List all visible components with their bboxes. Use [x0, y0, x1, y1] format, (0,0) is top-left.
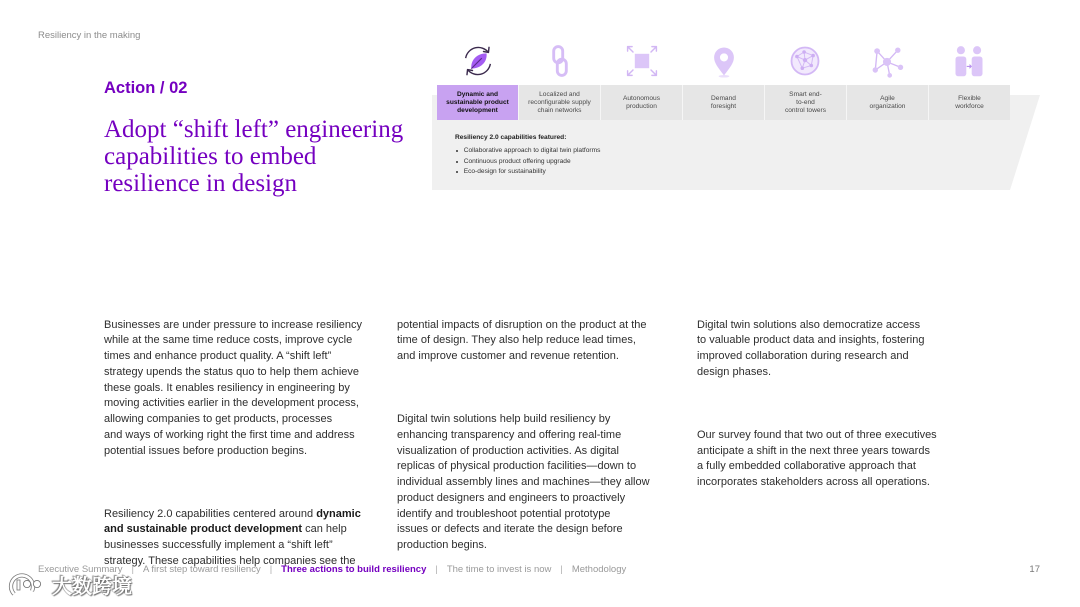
capability-label-control-towers: Smart end- to-end control towers	[764, 85, 846, 120]
footer-separator: |	[131, 564, 134, 575]
footer-link-executive-summary[interactable]: Executive Summary	[38, 564, 123, 575]
body-text: Resiliency 2.0 capabilities centered around	[104, 507, 317, 520]
body-paragraph: Businesses are under pressure to increase resiliency while at the same time reduce costs, improve cycle times and enhance product quality. A “shift left” strategy upends the status quo to help them achieve these goals. It enables resiliency in engineering by moving activities earlier in the development process, allowing companies to get products, processes and ways of working right the first time and address potential issues before production begins.	[104, 318, 363, 457]
action-label: Action / 02	[104, 79, 188, 97]
footer-separator: |	[269, 564, 273, 575]
footer-separator: |	[435, 564, 438, 575]
body-paragraph: Our survey found that two out of three executives anticipate a shift in the next three years towards a fully embedded collaborative approach that incorporates stakeholders across all operations.	[697, 428, 937, 488]
body-column-2	[397, 286, 650, 601]
page-title: Adopt “shift left” engineering capabilities to embed resilience in design	[104, 116, 404, 197]
featured-item	[455, 157, 600, 168]
watermark-text: 大数跨境	[52, 574, 132, 598]
capability-icon-row	[437, 42, 1010, 80]
capability-label-agile-organization: Agile organization	[846, 85, 928, 120]
footer-link-time-to-invest[interactable]: The time to invest is now	[446, 564, 552, 575]
featured-capabilities	[455, 133, 600, 178]
body-paragraph: potential impacts of disruption on the product at the time of design. They also help reduce lead times, and improve customer and revenue retention.	[397, 318, 647, 362]
featured-item-text: Collaborative approach to digital twin platforms	[463, 147, 601, 154]
body-text: can help businesses successfully implement a “shift left” strategy. These capabilities help companies see the	[104, 523, 356, 567]
bullet-icon	[456, 171, 458, 173]
globe-network-icon	[764, 42, 846, 80]
body-paragraph: Digital twin solutions help build resiliency by enhancing transparency and offering real-time visualization of production activities. As digital replicas of physical production facilities—down to individual assembly lines and machines—they allow product designers and engineers to proactively identify and troubleshoot potential prototype issues or defects and iterate the design before production begins.	[397, 413, 650, 551]
footer-separator: |	[560, 564, 563, 575]
featured-item	[455, 167, 600, 178]
capability-label-demand-foresight: Demand foresight	[682, 85, 764, 120]
capability-label-supply-chain-networks: Localized and reconfigurable supply chain networks	[518, 85, 600, 120]
footer-link-first-step[interactable]: A first step toward resiliency	[142, 564, 261, 575]
footer-link-methodology[interactable]: Methodology	[571, 564, 627, 575]
body-column-1	[104, 286, 362, 607]
page-number: 17	[1029, 564, 1040, 575]
recycle-leaf-icon	[437, 42, 519, 80]
network-nodes-icon	[846, 42, 928, 80]
body-column-3	[697, 286, 937, 538]
bullet-icon	[456, 150, 458, 152]
featured-item-text: Eco-design for sustainability	[463, 168, 546, 175]
capability-label-dynamic-product-development: Dynamic and sustainable product development	[437, 85, 518, 120]
location-pin-icon	[683, 42, 765, 80]
capability-label-flexible-workforce: Flexible workforce	[928, 85, 1010, 120]
people-icon	[928, 42, 1010, 80]
expand-box-icon	[601, 42, 683, 80]
footer-link-three-actions[interactable]: Three actions to build resiliency	[281, 564, 427, 575]
featured-item	[455, 146, 600, 157]
featured-item-text: Continuous product offering upgrade	[463, 157, 571, 165]
capability-label-bar	[437, 85, 1010, 120]
watermark	[6, 570, 156, 602]
body-emphasis: dynamic and sustainable product development	[104, 507, 361, 536]
capability-label-autonomous-production: Autonomous production	[600, 85, 682, 120]
watermark-logo-icon	[8, 572, 50, 600]
running-title: Resiliency in the making	[38, 30, 141, 41]
body-paragraph	[104, 507, 362, 570]
body-paragraph: Digital twin solutions also democratize access to valuable product data and insights, fostering improved collaboration during research and design phases.	[697, 318, 925, 378]
bullet-icon	[456, 161, 458, 163]
featured-list	[455, 146, 600, 178]
chain-link-icon	[519, 42, 601, 80]
featured-heading: Resiliency 2.0 capabilities featured:	[455, 134, 567, 141]
